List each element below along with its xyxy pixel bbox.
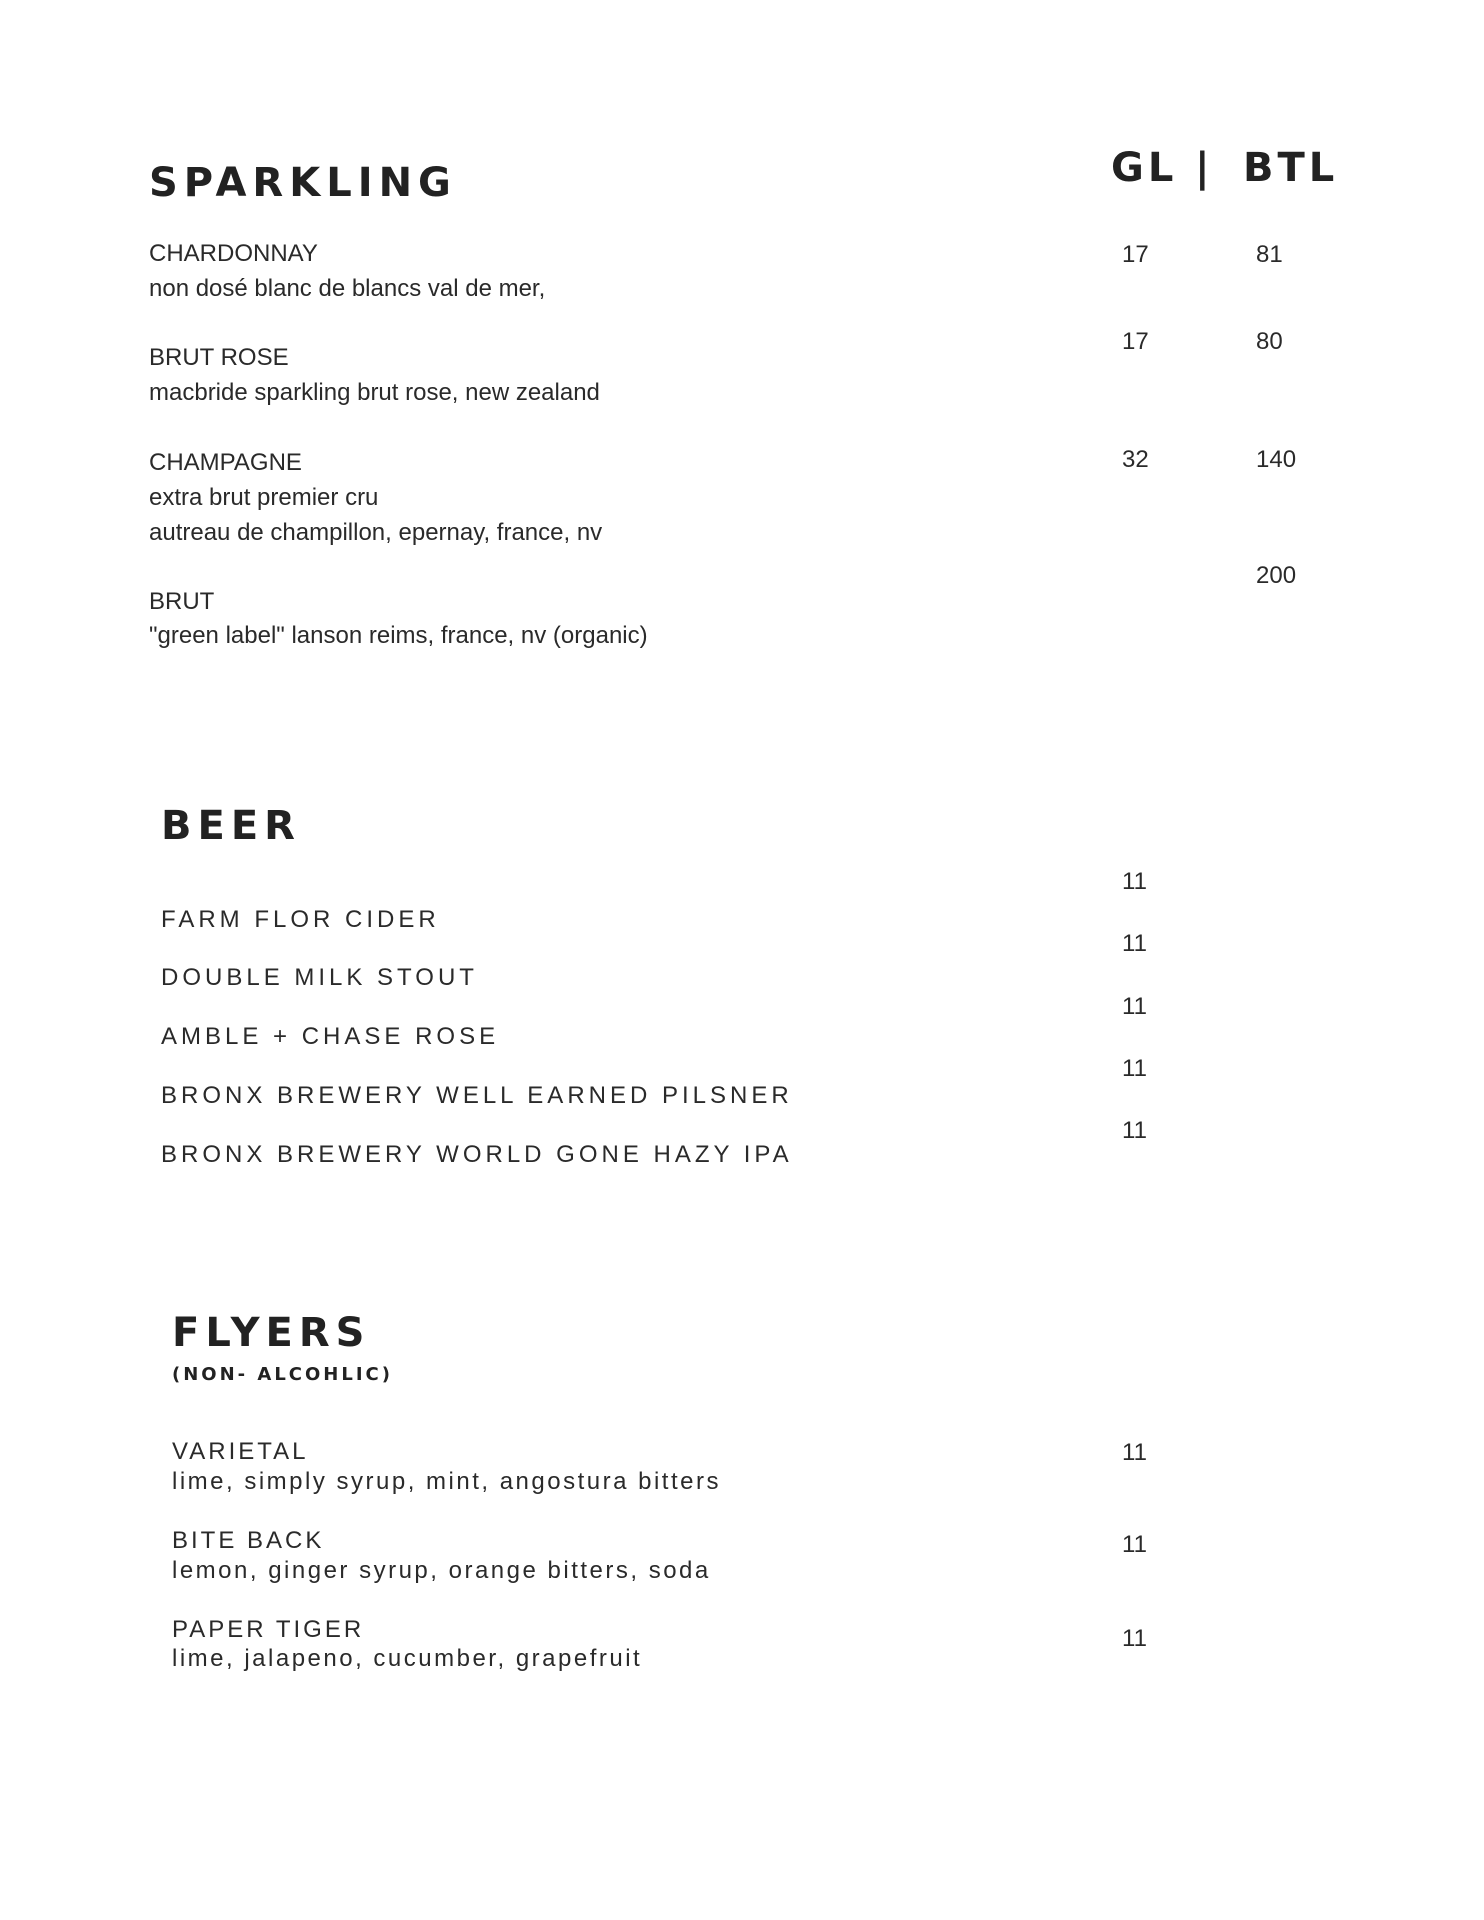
- sparkling-item-name: BRUT ROSE: [149, 344, 289, 371]
- flyer-item-name: BITE BACK: [172, 1527, 325, 1554]
- flyer-item-desc: lime, jalapeno, cucumber, grapefruit: [172, 1645, 643, 1672]
- flyer-item-name: VARIETAL: [172, 1438, 309, 1465]
- beer-item-name: DOUBLE MILK STOUT: [161, 964, 478, 991]
- sparkling-item-desc: non dosé blanc de blancs val de mer,: [149, 275, 546, 302]
- flyer-item-desc: lemon, ginger syrup, orange bitters, soda: [172, 1557, 711, 1584]
- beer-item-price: 11: [1122, 993, 1147, 1020]
- beer-item-name: BRONX BREWERY WORLD GONE HAZY IPA: [161, 1141, 793, 1168]
- sparkling-item-desc: "green label" lanson reims, france, nv (organic): [149, 622, 648, 649]
- column-header-gl: GL: [1111, 145, 1178, 191]
- sparkling-item-btl-price: 140: [1256, 446, 1297, 473]
- flyers-subtitle: (NON- ALCOHLIC): [172, 1364, 393, 1385]
- beer-item-price: 11: [1122, 868, 1147, 895]
- beer-item-price: 11: [1122, 1055, 1147, 1082]
- column-header-btl: BTL: [1243, 145, 1339, 191]
- column-header-separator: |: [1195, 145, 1214, 191]
- beer-title: BEER: [161, 803, 301, 849]
- sparkling-item-desc: autreau de champillon, epernay, france, nv: [149, 519, 603, 546]
- flyer-item-price: 11: [1122, 1625, 1147, 1652]
- sparkling-item-gl-price: 17: [1122, 328, 1149, 355]
- flyer-item-name: PAPER TIGER: [172, 1616, 365, 1643]
- sparkling-item-name: BRUT: [149, 588, 215, 615]
- beer-item-price: 11: [1122, 1117, 1147, 1144]
- sparkling-item-btl-price: 81: [1256, 241, 1283, 268]
- sparkling-item-name: CHARDONNAY: [149, 240, 318, 267]
- flyers-title: FLYERS: [172, 1310, 371, 1356]
- beer-item-name: FARM FLOR CIDER: [161, 906, 440, 933]
- flyer-item-desc: lime, simply syrup, mint, angostura bitters: [172, 1468, 721, 1495]
- beer-item-name: AMBLE + CHASE ROSE: [161, 1023, 500, 1050]
- sparkling-item-desc: macbride sparkling brut rose, new zealand: [149, 379, 600, 406]
- sparkling-item-btl-price: 80: [1256, 328, 1283, 355]
- beer-item-name: BRONX BREWERY WELL EARNED PILSNER: [161, 1082, 793, 1109]
- flyer-item-price: 11: [1122, 1531, 1147, 1558]
- sparkling-item-desc: extra brut premier cru: [149, 484, 379, 511]
- sparkling-item-gl-price: 17: [1122, 241, 1149, 268]
- sparkling-title: SPARKLING: [149, 160, 457, 206]
- beer-item-price: 11: [1122, 930, 1147, 957]
- flyer-item-price: 11: [1122, 1439, 1147, 1466]
- sparkling-item-gl-price: 32: [1122, 446, 1149, 473]
- sparkling-item-name: CHAMPAGNE: [149, 449, 302, 476]
- sparkling-item-btl-price: 200: [1256, 562, 1297, 589]
